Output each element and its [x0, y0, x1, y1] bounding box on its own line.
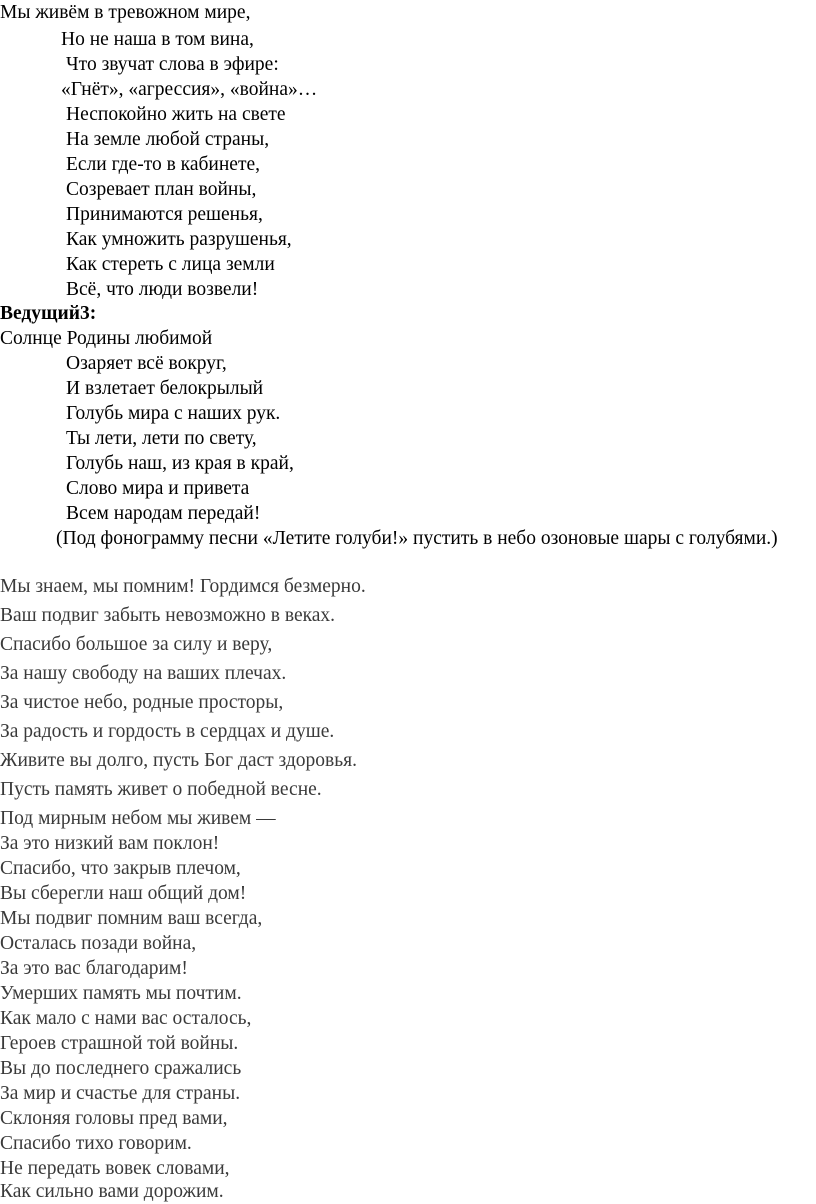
poem-line: Ты лети, лети по свету, — [66, 428, 257, 449]
poem-line: Голубь наш, из края в край, — [66, 453, 294, 474]
poem-line: «Гнёт», «агрессия», «война»… — [61, 79, 318, 100]
poem-line: Если где-то в кабинете, — [66, 154, 261, 175]
poem-line: За нашу свободу на ваших плечах. — [0, 663, 287, 684]
poem-line: Спасибо большое за силу и веру, — [0, 634, 273, 655]
poem-line: Что звучат слова в эфире: — [66, 54, 279, 75]
poem-line: Как умножить разрушенья, — [66, 229, 292, 250]
poem-line: За это низкий вам поклон! — [0, 833, 220, 854]
poem-line: Умерших память мы почтим. — [0, 983, 242, 1004]
poem-line: Ваш подвиг забыть невозможно в веках. — [0, 605, 336, 626]
poem-line: Мы знаем, мы помним! Гордимся безмерно. — [0, 576, 366, 597]
poem-line: Осталась позади война, — [0, 933, 197, 954]
poem-line: Принимаются решенья, — [66, 204, 263, 225]
poem-line: Вы сберегли наш общий дом! — [0, 883, 247, 904]
poem-line: Всем народам передай! — [66, 503, 261, 524]
poem-line: За чистое небо, родные просторы, — [0, 692, 284, 713]
poem-line: Как стереть с лица земли — [66, 254, 275, 275]
poem-line: Вы до последнего сражались — [0, 1058, 242, 1079]
poem-line: Склоняя головы пред вами, — [0, 1108, 228, 1129]
poem-line: И взлетает белокрылый — [66, 378, 264, 399]
stage-direction: (Под фонограмму песни «Летите голуби!» пустить в небо озоновые шары с голубями.) — [56, 528, 778, 549]
poem-line: Как сильно вами дорожим. — [0, 1181, 224, 1202]
poem-line: Спасибо тихо говорим. — [0, 1133, 192, 1154]
poem-line: Слово мира и привета — [66, 478, 250, 499]
poem-line: Мы живём в тревожном мире, — [0, 2, 251, 23]
poem-line: Озаряет всё вокруг, — [66, 353, 227, 374]
speaker-label: Ведущий3: — [0, 303, 97, 324]
poem-line: Голубь мира с наших рук. — [66, 403, 281, 424]
poem-line: Не передать вовек словами, — [0, 1158, 230, 1179]
poem-line: Но не наша в том вина, — [61, 29, 254, 50]
poem-line: Неспокойно жить на свете — [66, 104, 286, 125]
poem-line: Под мирным небом мы живем — — [0, 808, 276, 829]
poem-line: Живите вы долго, пусть Бог даст здоровья. — [0, 750, 357, 771]
poem-line: На земле любой страны, — [66, 129, 270, 150]
poem-line: Всё, что люди возвели! — [66, 279, 259, 300]
poem-line: Солнце Родины любимой — [0, 328, 213, 349]
poem-line: Героев страшной той войны. — [0, 1033, 239, 1054]
poem-line: За это вас благодарим! — [0, 958, 188, 979]
poem-line: За мир и счастье для страны. — [0, 1083, 241, 1104]
poem-line: Пусть память живет о победной весне. — [0, 779, 322, 800]
poem-line: Мы подвиг помним ваш всегда, — [0, 908, 263, 929]
poem-line: Созревает план войны, — [66, 179, 257, 200]
poem-line: Как мало с нами вас осталось, — [0, 1008, 252, 1029]
poem-line: За радость и гордость в сердцах и душе. — [0, 721, 335, 742]
poem-line: Спасибо, что закрыв плечом, — [0, 858, 241, 879]
